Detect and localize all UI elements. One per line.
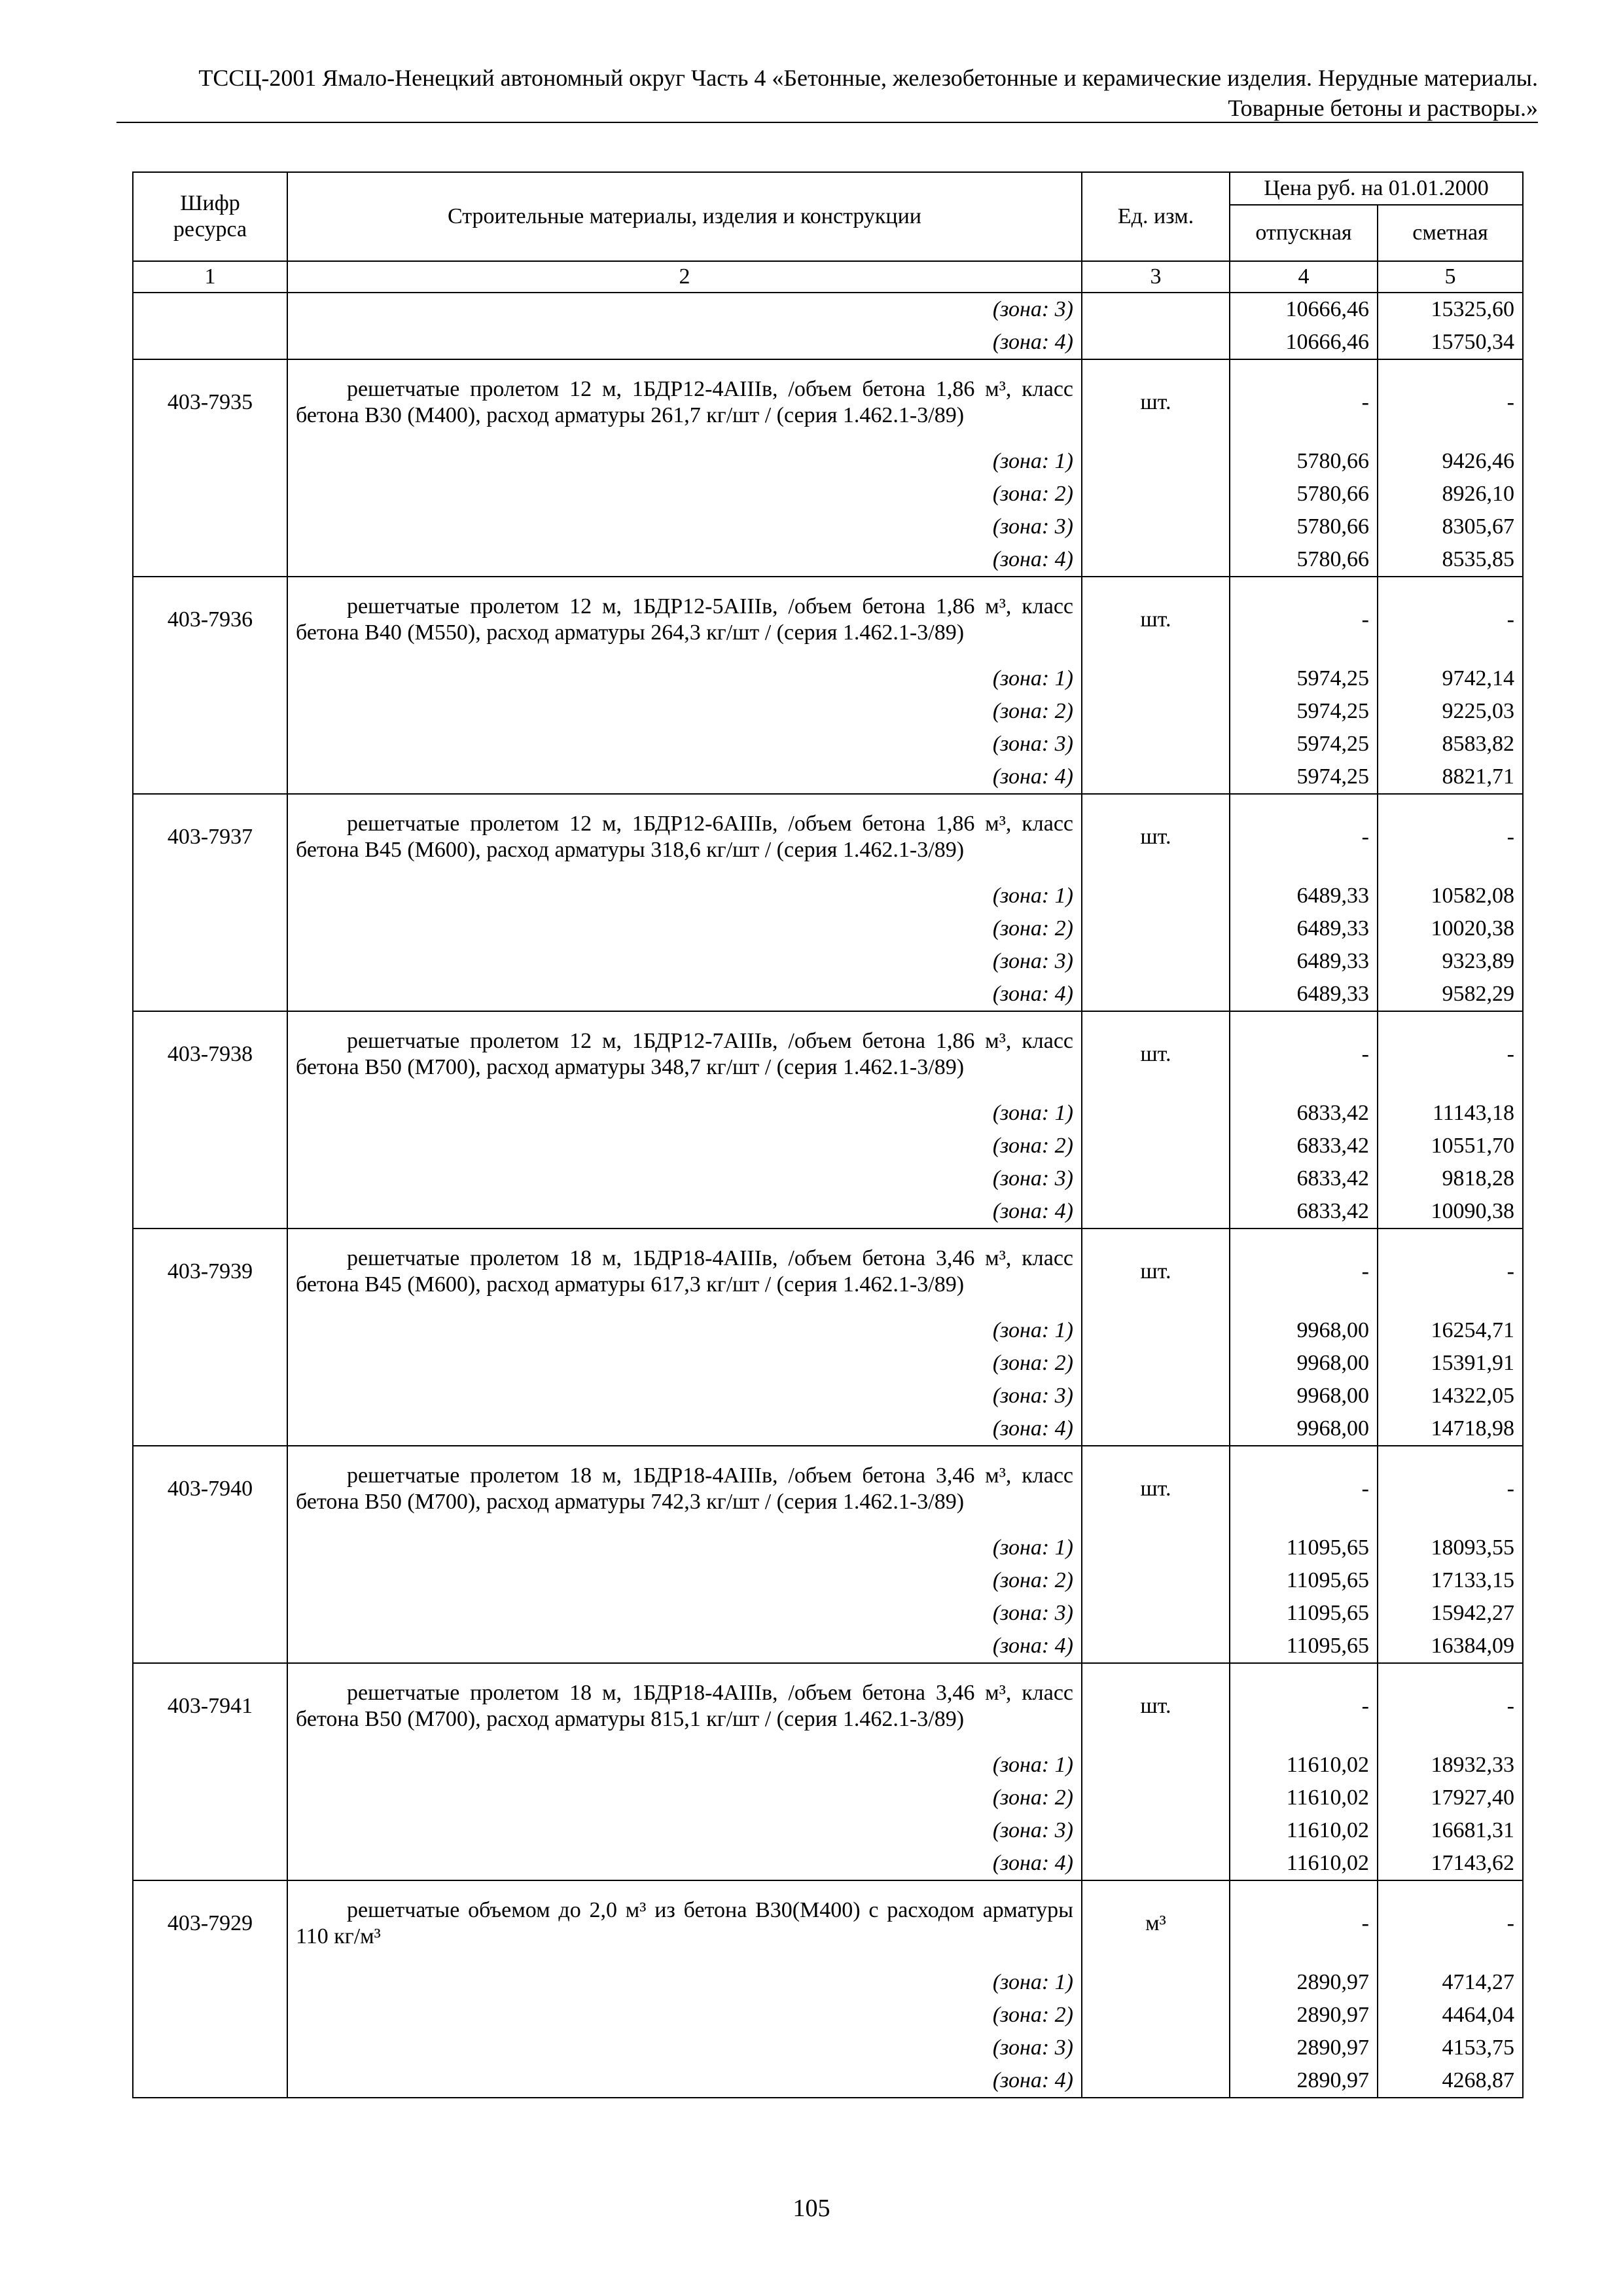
table-row xyxy=(133,1597,1523,1630)
table-row xyxy=(133,359,1523,445)
resource-code: 403-7935 xyxy=(133,359,287,445)
unit-cell xyxy=(1082,1347,1230,1380)
release-price: 5780,66 xyxy=(1230,511,1378,543)
release-price: 9968,00 xyxy=(1230,1380,1378,1412)
release-price: 11610,02 xyxy=(1230,1847,1378,1880)
unit-cell xyxy=(1082,1195,1230,1229)
unit-cell xyxy=(1082,326,1230,359)
resource-code-cell xyxy=(133,945,287,978)
table-row xyxy=(133,543,1523,577)
estimate-price: 10551,70 xyxy=(1378,1130,1523,1162)
resource-code-cell xyxy=(133,1564,287,1597)
release-price: - xyxy=(1230,577,1378,662)
release-price: 11095,65 xyxy=(1230,1532,1378,1564)
table-body xyxy=(133,293,1523,2098)
table-row xyxy=(133,445,1523,478)
zone-label: (зона: 1) xyxy=(287,1966,1082,1999)
unit-cell xyxy=(1082,912,1230,945)
unit-cell xyxy=(1082,1564,1230,1597)
release-price: 11095,65 xyxy=(1230,1564,1378,1597)
table-row xyxy=(133,880,1523,912)
table-row xyxy=(133,1630,1523,1663)
estimate-price: - xyxy=(1378,1229,1523,1314)
unit-cell xyxy=(1082,662,1230,695)
table-row xyxy=(133,912,1523,945)
zone-label: (зона: 1) xyxy=(287,445,1082,478)
resource-code-cell xyxy=(133,728,287,761)
estimate-price: 16384,09 xyxy=(1378,1630,1523,1663)
estimate-price: 9225,03 xyxy=(1378,695,1523,728)
estimate-price: 8821,71 xyxy=(1378,761,1523,794)
release-price: 5974,25 xyxy=(1230,695,1378,728)
zone-label: (зона: 3) xyxy=(287,293,1082,326)
release-price: 10666,46 xyxy=(1230,326,1378,359)
resource-code-cell xyxy=(133,978,287,1011)
table-row xyxy=(133,1229,1523,1314)
table-row xyxy=(133,978,1523,1011)
unit-cell xyxy=(1082,945,1230,978)
table-row xyxy=(133,1847,1523,1880)
table-row xyxy=(133,1195,1523,1229)
unit-of-measure: шт. xyxy=(1082,577,1230,662)
resource-code-cell xyxy=(133,2032,287,2064)
estimate-price: 8583,82 xyxy=(1378,728,1523,761)
zone-label: (зона: 4) xyxy=(287,1847,1082,1880)
table-row xyxy=(133,945,1523,978)
unit-cell xyxy=(1082,880,1230,912)
table-row xyxy=(133,577,1523,662)
header-divider xyxy=(116,122,1538,123)
resource-code-cell xyxy=(133,445,287,478)
estimate-price: - xyxy=(1378,1446,1523,1532)
release-price: 5974,25 xyxy=(1230,728,1378,761)
resource-code-cell xyxy=(133,1847,287,1880)
table-row xyxy=(133,1532,1523,1564)
unit-cell xyxy=(1082,1314,1230,1347)
release-price: 6489,33 xyxy=(1230,978,1378,1011)
release-price: 5780,66 xyxy=(1230,543,1378,577)
estimate-price: 17143,62 xyxy=(1378,1847,1523,1880)
zone-label: (зона: 3) xyxy=(287,1597,1082,1630)
resource-code-cell xyxy=(133,1195,287,1229)
item-description: решетчатые пролетом 18 м, 1БДР18-4АIIIв, /объем бетона 3,46 м³, класс бетона В45 (М600), расход арматуры 617,3 кг/шт / (серия 1.462.1-3/89) xyxy=(287,1229,1082,1314)
table-row xyxy=(133,728,1523,761)
estimate-price: 10090,38 xyxy=(1378,1195,1523,1229)
table-row xyxy=(133,478,1523,511)
release-price: 6489,33 xyxy=(1230,945,1378,978)
unit-cell xyxy=(1082,478,1230,511)
resource-code-cell xyxy=(133,478,287,511)
table-row xyxy=(133,662,1523,695)
zone-label: (зона: 1) xyxy=(287,1314,1082,1347)
release-price: 9968,00 xyxy=(1230,1314,1378,1347)
unit-cell xyxy=(1082,293,1230,326)
unit-of-measure: шт. xyxy=(1082,1446,1230,1532)
table-row xyxy=(133,1663,1523,1749)
estimate-price: 14322,05 xyxy=(1378,1380,1523,1412)
release-price: 5974,25 xyxy=(1230,761,1378,794)
unit-cell xyxy=(1082,1847,1230,1880)
zone-label: (зона: 2) xyxy=(287,695,1082,728)
unit-cell xyxy=(1082,1814,1230,1847)
resource-code-cell xyxy=(133,1630,287,1663)
table-row xyxy=(133,2032,1523,2064)
unit-cell xyxy=(1082,1130,1230,1162)
release-price: 9968,00 xyxy=(1230,1347,1378,1380)
resource-code-cell xyxy=(133,326,287,359)
header-line-1: ТССЦ-2001 Ямало-Ненецкий автономный округ Часть 4 «Бетонные, железобетонные и керамические изделия. Нерудные материалы. xyxy=(198,65,1538,91)
zone-label: (зона: 2) xyxy=(287,1564,1082,1597)
estimate-price: 9742,14 xyxy=(1378,662,1523,695)
table-header xyxy=(133,172,1523,293)
estimate-price: - xyxy=(1378,1663,1523,1749)
unit-cell xyxy=(1082,1749,1230,1782)
estimate-price: 15391,91 xyxy=(1378,1347,1523,1380)
zone-label: (зона: 2) xyxy=(287,1130,1082,1162)
estimate-price: 16681,31 xyxy=(1378,1814,1523,1847)
zone-label: (зона: 4) xyxy=(287,1195,1082,1229)
resource-code-cell xyxy=(133,1999,287,2032)
estimate-price: 11143,18 xyxy=(1378,1097,1523,1130)
release-price: - xyxy=(1230,1663,1378,1749)
resource-code-cell xyxy=(133,1966,287,1999)
estimate-price: 8535,85 xyxy=(1378,543,1523,577)
estimate-price: 10582,08 xyxy=(1378,880,1523,912)
estimate-price: 4464,04 xyxy=(1378,1999,1523,2032)
release-price: 2890,97 xyxy=(1230,2064,1378,2098)
table-row xyxy=(133,1011,1523,1097)
zone-label: (зона: 3) xyxy=(287,1380,1082,1412)
table-row xyxy=(133,1097,1523,1130)
header-column-number: 2 xyxy=(287,261,1082,293)
table-row xyxy=(133,1380,1523,1412)
resource-code-cell xyxy=(133,2064,287,2098)
unit-of-measure: м³ xyxy=(1082,1880,1230,1966)
resource-code-cell xyxy=(133,1782,287,1814)
resource-code-cell xyxy=(133,1380,287,1412)
zone-label: (зона: 4) xyxy=(287,761,1082,794)
zone-label: (зона: 3) xyxy=(287,511,1082,543)
estimate-price: - xyxy=(1378,359,1523,445)
header-column-number: 4 xyxy=(1230,261,1378,293)
release-price: 2890,97 xyxy=(1230,1966,1378,1999)
zone-label: (зона: 1) xyxy=(287,662,1082,695)
release-price: 6833,42 xyxy=(1230,1162,1378,1195)
zone-label: (зона: 2) xyxy=(287,478,1082,511)
resource-code-cell xyxy=(133,1314,287,1347)
release-price: 2890,97 xyxy=(1230,2032,1378,2064)
table-row xyxy=(133,1749,1523,1782)
resource-code-cell xyxy=(133,1347,287,1380)
release-price: 5974,25 xyxy=(1230,662,1378,695)
estimate-price: - xyxy=(1378,1880,1523,1966)
header-code: Шифр ресурса xyxy=(133,172,287,261)
unit-of-measure: шт. xyxy=(1082,1663,1230,1749)
unit-cell xyxy=(1082,1380,1230,1412)
estimate-price: - xyxy=(1378,794,1523,880)
zone-label: (зона: 4) xyxy=(287,978,1082,1011)
header-release-price: отпускная xyxy=(1230,205,1378,261)
estimate-price: - xyxy=(1378,1011,1523,1097)
resource-code-cell xyxy=(133,1597,287,1630)
header-line-2: Товарные бетоны и растворы.» xyxy=(1228,95,1538,121)
resource-code-cell xyxy=(133,543,287,577)
zone-label: (зона: 1) xyxy=(287,1749,1082,1782)
header-column-number: 3 xyxy=(1082,261,1230,293)
release-price: - xyxy=(1230,1446,1378,1532)
unit-cell xyxy=(1082,761,1230,794)
table-row xyxy=(133,2064,1523,2098)
release-price: 11610,02 xyxy=(1230,1782,1378,1814)
unit-cell xyxy=(1082,1532,1230,1564)
resource-code-cell xyxy=(133,1162,287,1195)
unit-cell xyxy=(1082,978,1230,1011)
estimate-price: 15750,34 xyxy=(1378,326,1523,359)
header-estimate-price: сметная xyxy=(1378,205,1523,261)
unit-cell xyxy=(1082,1412,1230,1446)
zone-label: (зона: 3) xyxy=(287,728,1082,761)
item-description: решетчатые пролетом 12 м, 1БДР12-7АIIIв, /объем бетона 1,86 м³, класс бетона В50 (М700), расход арматуры 348,7 кг/шт / (серия 1.462.1-3/89) xyxy=(287,1011,1082,1097)
estimate-price: 18093,55 xyxy=(1378,1532,1523,1564)
page-number: 105 xyxy=(793,2195,830,2222)
release-price: 6489,33 xyxy=(1230,912,1378,945)
release-price: 6489,33 xyxy=(1230,880,1378,912)
release-price: 2890,97 xyxy=(1230,1999,1378,2032)
table-row xyxy=(133,794,1523,880)
unit-cell xyxy=(1082,445,1230,478)
table-row xyxy=(133,1782,1523,1814)
unit-cell xyxy=(1082,1782,1230,1814)
resource-code-cell xyxy=(133,880,287,912)
release-price: 6833,42 xyxy=(1230,1097,1378,1130)
table-row xyxy=(133,1814,1523,1847)
zone-label: (зона: 4) xyxy=(287,2064,1082,2098)
resource-code-cell xyxy=(133,662,287,695)
item-description: решетчатые объемом до 2,0 м³ из бетона В30(М400) с расходом арматуры 110 кг/м³ xyxy=(287,1880,1082,1966)
unit-cell xyxy=(1082,1097,1230,1130)
release-price: 11610,02 xyxy=(1230,1814,1378,1847)
resource-code-cell xyxy=(133,293,287,326)
release-price: 5780,66 xyxy=(1230,478,1378,511)
zone-label: (зона: 3) xyxy=(287,2032,1082,2064)
release-price: - xyxy=(1230,1880,1378,1966)
table-row xyxy=(133,511,1523,543)
zone-label: (зона: 2) xyxy=(287,1999,1082,2032)
unit-of-measure: шт. xyxy=(1082,359,1230,445)
unit-cell xyxy=(1082,2032,1230,2064)
release-price: - xyxy=(1230,1229,1378,1314)
unit-cell xyxy=(1082,728,1230,761)
unit-cell xyxy=(1082,511,1230,543)
zone-label: (зона: 3) xyxy=(287,945,1082,978)
unit-cell xyxy=(1082,1966,1230,1999)
zone-label: (зона: 1) xyxy=(287,1532,1082,1564)
resource-code-cell xyxy=(133,912,287,945)
release-price: 6833,42 xyxy=(1230,1195,1378,1229)
estimate-price: - xyxy=(1378,577,1523,662)
item-description: решетчатые пролетом 18 м, 1БДР18-4АIIIв, /объем бетона 3,46 м³, класс бетона В50 (М700), расход арматуры 742,3 кг/шт / (серия 1.462.1-3/89) xyxy=(287,1446,1082,1532)
estimate-price: 18932,33 xyxy=(1378,1749,1523,1782)
header-name: Строительные материалы, изделия и конструкции xyxy=(287,172,1082,261)
resource-code-cell xyxy=(133,511,287,543)
zone-label: (зона: 2) xyxy=(287,912,1082,945)
zone-label: (зона: 1) xyxy=(287,880,1082,912)
zone-label: (зона: 4) xyxy=(287,1412,1082,1446)
release-price: 11610,02 xyxy=(1230,1749,1378,1782)
zone-label: (зона: 1) xyxy=(287,1097,1082,1130)
release-price: 5780,66 xyxy=(1230,445,1378,478)
estimate-price: 8926,10 xyxy=(1378,478,1523,511)
resource-code: 403-7937 xyxy=(133,794,287,880)
table-row xyxy=(133,1446,1523,1532)
estimate-price: 10020,38 xyxy=(1378,912,1523,945)
table-row xyxy=(133,1130,1523,1162)
zone-label: (зона: 4) xyxy=(287,1630,1082,1663)
resource-code-cell xyxy=(133,1097,287,1130)
zone-label: (зона: 3) xyxy=(287,1814,1082,1847)
resource-code: 403-7940 xyxy=(133,1446,287,1532)
table-row xyxy=(133,761,1523,794)
release-price: - xyxy=(1230,1011,1378,1097)
estimate-price: 14718,98 xyxy=(1378,1412,1523,1446)
release-price: - xyxy=(1230,794,1378,880)
estimate-price: 9818,28 xyxy=(1378,1162,1523,1195)
zone-label: (зона: 4) xyxy=(287,326,1082,359)
unit-cell xyxy=(1082,1630,1230,1663)
table-row xyxy=(133,1999,1523,2032)
resource-code-cell xyxy=(133,1130,287,1162)
header-column-number: 1 xyxy=(133,261,287,293)
release-price: 6833,42 xyxy=(1230,1130,1378,1162)
item-description: решетчатые пролетом 18 м, 1БДР18-4АIIIв, /объем бетона 3,46 м³, класс бетона В50 (М700), расход арматуры 815,1 кг/шт / (серия 1.462.1-3/89) xyxy=(287,1663,1082,1749)
table-row xyxy=(133,1347,1523,1380)
estimate-price: 9426,46 xyxy=(1378,445,1523,478)
resource-code: 403-7939 xyxy=(133,1229,287,1314)
table-row xyxy=(133,1966,1523,1999)
release-price: - xyxy=(1230,359,1378,445)
unit-of-measure: шт. xyxy=(1082,1011,1230,1097)
unit-of-measure: шт. xyxy=(1082,794,1230,880)
resource-code-cell xyxy=(133,1532,287,1564)
estimate-price: 4714,27 xyxy=(1378,1966,1523,1999)
table-row xyxy=(133,1412,1523,1446)
resource-code: 403-7938 xyxy=(133,1011,287,1097)
resource-code: 403-7941 xyxy=(133,1663,287,1749)
estimate-price: 4268,87 xyxy=(1378,2064,1523,2098)
resource-code-cell xyxy=(133,1814,287,1847)
estimate-price: 17927,40 xyxy=(1378,1782,1523,1814)
price-table xyxy=(132,171,1524,2098)
estimate-price: 15942,27 xyxy=(1378,1597,1523,1630)
header-column-number: 5 xyxy=(1378,261,1523,293)
resource-code-cell xyxy=(133,695,287,728)
release-price: 9968,00 xyxy=(1230,1412,1378,1446)
zone-label: (зона: 4) xyxy=(287,543,1082,577)
estimate-price: 4153,75 xyxy=(1378,2032,1523,2064)
unit-of-measure: шт. xyxy=(1082,1229,1230,1314)
resource-code: 403-7936 xyxy=(133,577,287,662)
estimate-price: 8305,67 xyxy=(1378,511,1523,543)
unit-cell xyxy=(1082,695,1230,728)
estimate-price: 9323,89 xyxy=(1378,945,1523,978)
release-price: 10666,46 xyxy=(1230,293,1378,326)
resource-code-cell xyxy=(133,761,287,794)
resource-code-cell xyxy=(133,1749,287,1782)
release-price: 11095,65 xyxy=(1230,1630,1378,1663)
table-row xyxy=(133,1162,1523,1195)
item-description: решетчатые пролетом 12 м, 1БДР12-4АIIIв, /объем бетона 1,86 м³, класс бетона В30 (М400), расход арматуры 261,7 кг/шт / (серия 1.462.1-3/89) xyxy=(287,359,1082,445)
table-row xyxy=(133,695,1523,728)
unit-cell xyxy=(1082,1162,1230,1195)
unit-cell xyxy=(1082,1597,1230,1630)
unit-cell xyxy=(1082,1999,1230,2032)
estimate-price: 17133,15 xyxy=(1378,1564,1523,1597)
table-row xyxy=(133,326,1523,359)
release-price: 11095,65 xyxy=(1230,1597,1378,1630)
item-description: решетчатые пролетом 12 м, 1БДР12-5АIIIв, /объем бетона 1,86 м³, класс бетона В40 (М550), расход арматуры 264,3 кг/шт / (серия 1.462.1-3/89) xyxy=(287,577,1082,662)
estimate-price: 16254,71 xyxy=(1378,1314,1523,1347)
table-row xyxy=(133,1314,1523,1347)
unit-cell xyxy=(1082,543,1230,577)
table-row xyxy=(133,1880,1523,1966)
header-unit: Ед. изм. xyxy=(1082,172,1230,261)
table-row xyxy=(133,1564,1523,1597)
header-price: Цена руб. на 01.01.2000 xyxy=(1230,172,1523,205)
estimate-price: 15325,60 xyxy=(1378,293,1523,326)
table-row xyxy=(133,293,1523,326)
resource-code: 403-7929 xyxy=(133,1880,287,1966)
resource-code-cell xyxy=(133,1412,287,1446)
zone-label: (зона: 2) xyxy=(287,1347,1082,1380)
page-header xyxy=(116,63,1538,123)
unit-cell xyxy=(1082,2064,1230,2098)
item-description: решетчатые пролетом 12 м, 1БДР12-6АIIIв, /объем бетона 1,86 м³, класс бетона В45 (М600), расход арматуры 318,6 кг/шт / (серия 1.462.1-3/89) xyxy=(287,794,1082,880)
zone-label: (зона: 2) xyxy=(287,1782,1082,1814)
zone-label: (зона: 3) xyxy=(287,1162,1082,1195)
estimate-price: 9582,29 xyxy=(1378,978,1523,1011)
